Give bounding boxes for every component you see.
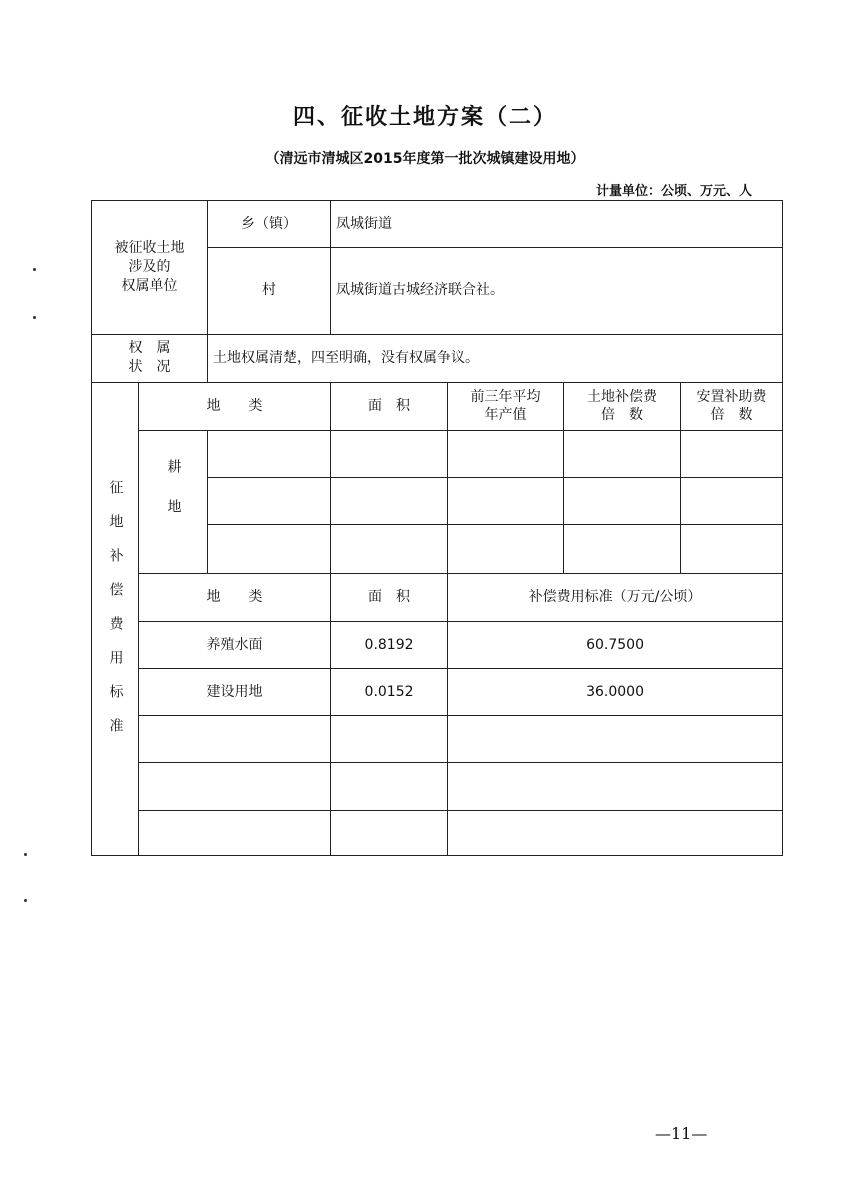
- t2-header-land-type: 地 类: [139, 573, 331, 621]
- cultivated-row-3-resettle-multiple: [681, 525, 783, 573]
- empty-row-standard: [448, 763, 783, 810]
- cultivated-row-2-area: [331, 478, 448, 525]
- cultivated-row-3-output: [448, 525, 564, 573]
- t1-header-land-type: 地 类: [139, 382, 331, 430]
- empty-row-area: [331, 810, 448, 855]
- township-label: 乡（镇）: [208, 201, 331, 248]
- cultivated-row-2-output: [448, 478, 564, 525]
- t1-header-avg-output: 前三年平均 年产值: [448, 382, 564, 430]
- land-acquisition-table: [91, 200, 783, 856]
- cultivated-row-3-type: [208, 525, 331, 573]
- cultivated-row-1-type: [208, 431, 331, 478]
- cultivated-row-2-type: [208, 478, 331, 525]
- scan-speck: [33, 268, 36, 271]
- t1-header-land-compensation-multiple: 土地补偿费 倍 数: [564, 382, 681, 430]
- empty-row-type: [139, 763, 331, 810]
- table-row-standard: 36.0000: [448, 669, 783, 716]
- cultivated-row-1-output: [448, 431, 564, 478]
- measurement-unit: 计量单位：公顷、万元、人: [595, 184, 752, 199]
- cultivated-row-1-resettle-multiple: [681, 431, 783, 478]
- t2-header-area: 面 积: [331, 573, 448, 621]
- ownership-status-label: 权 属 状 况: [92, 334, 208, 382]
- compensation-section-label: 征地补偿费用标准: [92, 382, 139, 855]
- scan-speck: [24, 853, 27, 856]
- empty-row-type: [139, 716, 331, 763]
- table-row-type: 建设用地: [139, 669, 331, 716]
- page-title: 四、征收土地方案（二）: [292, 105, 557, 130]
- cultivated-row-2-resettle-multiple: [681, 478, 783, 525]
- table-row-area: 0.0152: [331, 669, 448, 716]
- empty-row-type: [139, 810, 331, 855]
- t1-header-resettlement-multiple: 安置补助费 倍 数: [681, 382, 783, 430]
- cultivated-land-label: 耕地: [139, 431, 208, 574]
- t2-header-standard: 补偿费用标准（万元/公顷）: [448, 573, 783, 621]
- village-value: 凤城街道古城经济联合社。: [331, 248, 783, 334]
- scan-speck: [24, 899, 27, 902]
- empty-row-area: [331, 763, 448, 810]
- table-row-type: 养殖水面: [139, 621, 331, 668]
- cultivated-row-1-area: [331, 431, 448, 478]
- empty-row-standard: [448, 716, 783, 763]
- page-number: —11—: [655, 1124, 708, 1143]
- cultivated-row-1-land-multiple: [564, 431, 681, 478]
- village-label: 村: [208, 248, 331, 334]
- empty-row-area: [331, 716, 448, 763]
- township-value: 凤城街道: [331, 201, 783, 248]
- t1-header-area: 面 积: [331, 382, 448, 430]
- ownership-group-label: 被征收土地 涉及的 权属单位: [92, 201, 208, 335]
- cultivated-row-2-land-multiple: [564, 478, 681, 525]
- cultivated-row-3-area: [331, 525, 448, 573]
- empty-row-standard: [448, 810, 783, 855]
- ownership-status-value: 土地权属清楚，四至明确，没有权属争议。: [208, 334, 783, 382]
- table-row-standard: 60.7500: [448, 621, 783, 668]
- scan-speck: [33, 316, 36, 319]
- page-subtitle: （清远市清城区2015年度第一批次城镇建设用地）: [265, 151, 585, 167]
- table-row-area: 0.8192: [331, 621, 448, 668]
- cultivated-row-3-land-multiple: [564, 525, 681, 573]
